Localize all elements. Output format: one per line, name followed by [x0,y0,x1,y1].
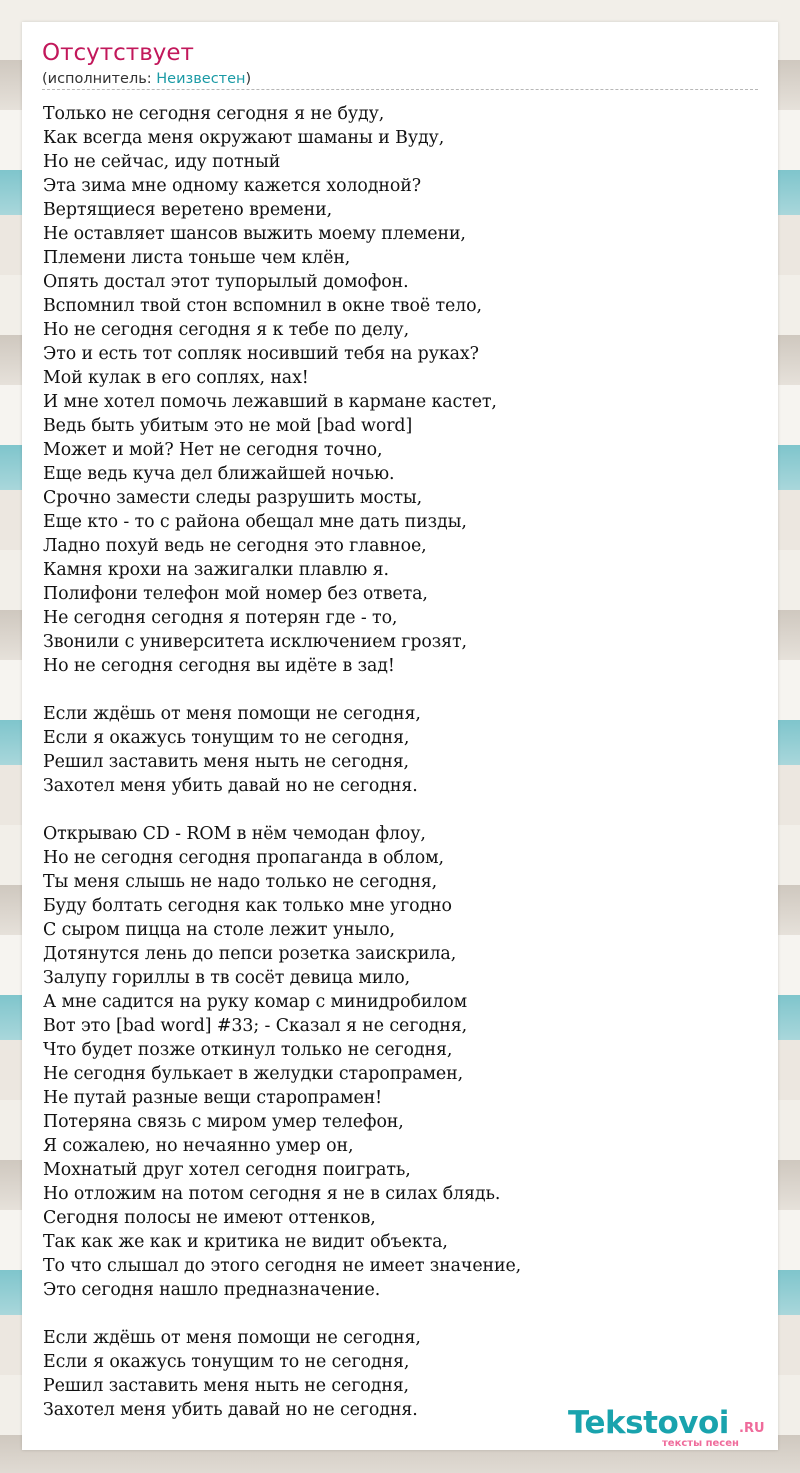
title-divider [42,89,758,90]
artist-line [42,71,251,87]
logo-name: Tekstovoi [568,1405,729,1441]
artist-prefix: (исполнитель: [42,71,157,87]
logo-tagline: тексты песен [662,1438,739,1449]
song-title: Отсутствует [42,40,194,66]
site-logo[interactable] [568,1405,773,1453]
lyrics-card [22,22,778,1450]
artist-link[interactable]: Неизвестен [156,71,246,87]
lyrics-text: Только не сегодня сегодня я не буду, Как всегда меня окружают шаманы и Вуду, Но не сейчас, иду потный Эта зима мне одному кажется холодной? Вертящиеся веретено времени, Не оставляет шансов выжить моему племени, Племени листа тоньше чем клён, Опять достал этот тупорылый домофон. Вспомнил твой стон вспомнил в окне твоё тело, Но не сегодня сегодня я к тебе по делу, Это и есть тот сопляк носивший тебя на руках? Мой кулак в его соплях, нах! И мне хотел помочь лежавший в кармане кастет, Ведь быть убитым это не мой [bad word] Может и мой? Нет не сегодня точно, Еще ведь куча дел ближайшей ночью. Срочно замести следы разрушить мосты, Еще кто - то с района обещал мне дать пизды, Ладно похуй ведь не сегодня это главное, Камня крохи на зажигалки плавлю я. Полифони телефон мой номер без ответа, Не сегодня сегодня я потерян где - то, Звонили с университета исключением грозят, Но не сегодня сегодня вы идёте в зад! Если ждёшь от меня помощи не сегодня, Если я окажусь тонущим то не сегодня, Решил заставить меня ныть не сегодня, Захотел меня убить давай но не сегодня. Открываю CD - ROM в нём чемодан флоу, Но не сегодня сегодня пропаганда в облом, Ты меня слышь не надо только не сегодня, Буду болтать сегодня как только мне угодно С сыром пицца на столе лежит уныло, Дотянутся лень до пепси розетка заискрила, Залупу гориллы в тв сосёт девица мило, А мне садится на руку комар с минидробилом Вот это [bad word] #33; - Сказал я не сегодня, Что будет позже откинул только не сегодня, Не сегодня булькает в желудки старопрамен, Не путай разные вещи старопрамен! Потеряна связь с миром умер телефон, Я сожалею, но нечаянно умер он, Мохнатый друг хотел сегодня поиграть, Но отложим на потом сегодня я не в силах блядь. Сегодня полосы не имеют оттенков, Так как же как и критика не видит объекта, То что слышал до этого сегодня не имеет значение, Это сегодня нашло предназначение. Если ждёшь от меня помощи не сегодня, Если я окажусь тонущим то не сегодня, Решил заставить меня ныть не сегодня, Захотел меня убить давай но не сегодня. [43,104,522,1420]
logo-tld: .RU [739,1421,765,1436]
artist-suffix: ) [245,71,252,87]
